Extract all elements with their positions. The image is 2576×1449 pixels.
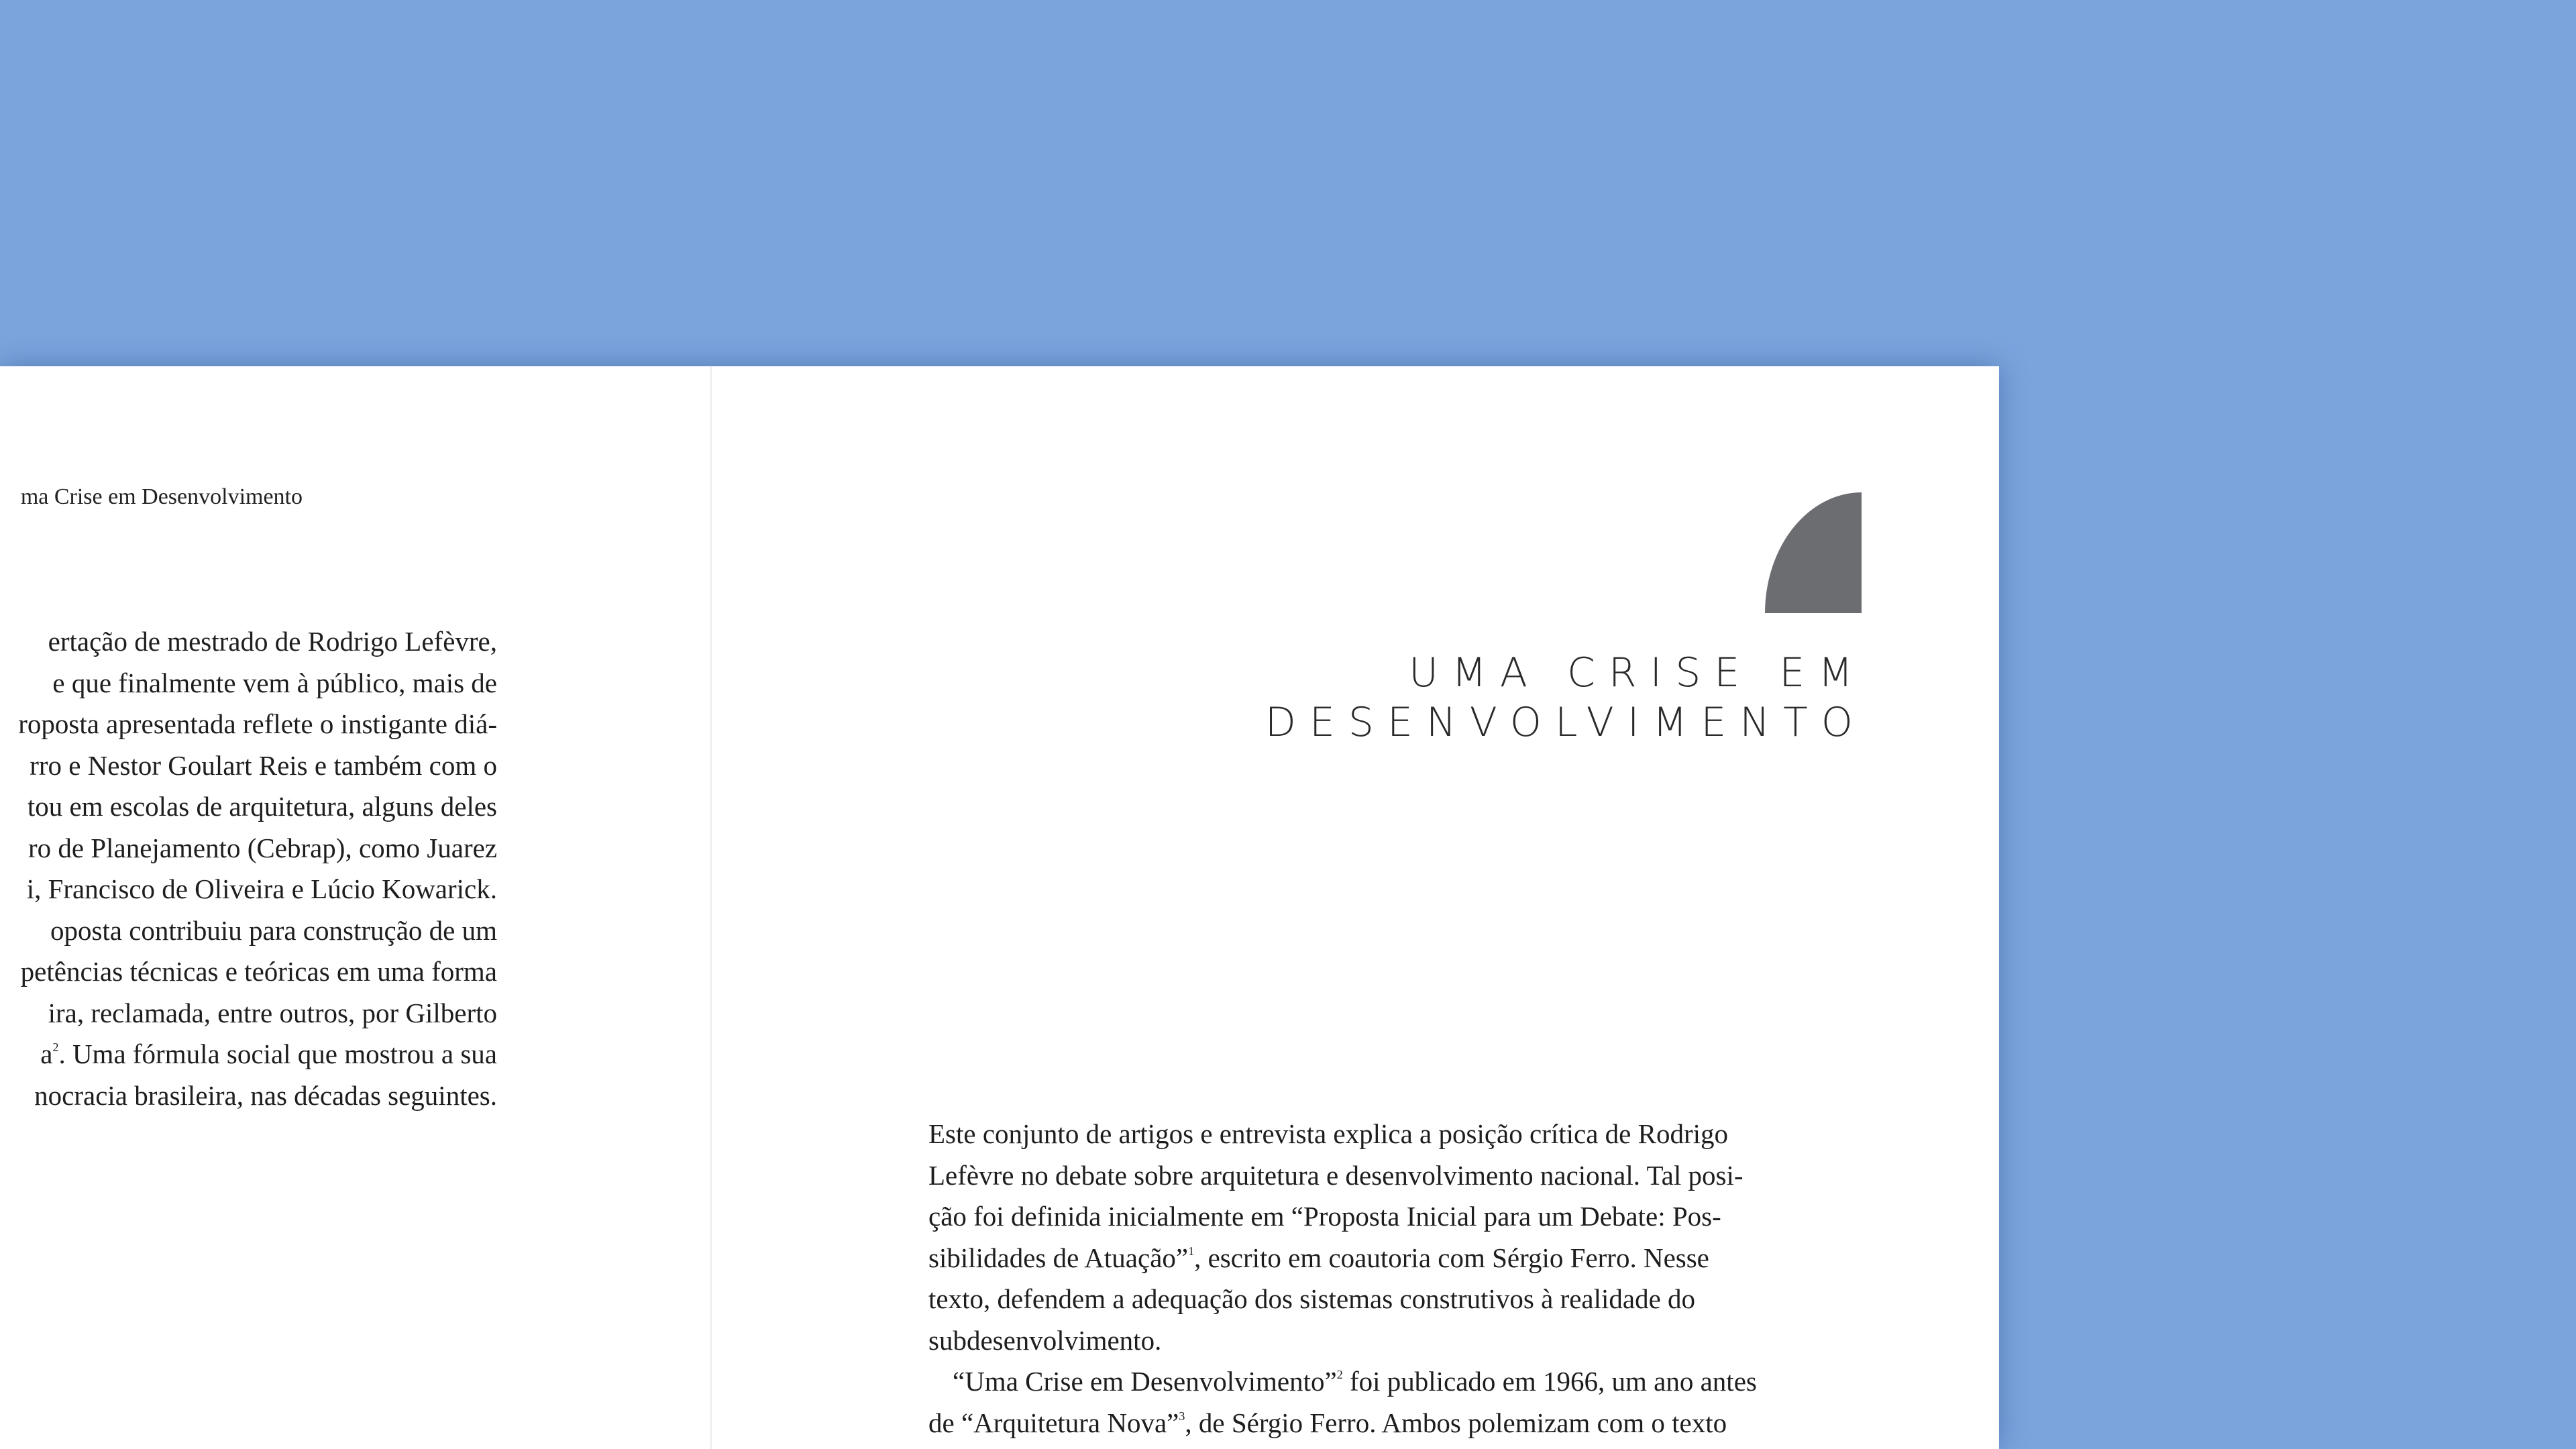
text-fragment: . Uma fórmula social que mostrou a sua xyxy=(58,1038,497,1069)
text-line: rro e Nestor Goulart Reis e também com o xyxy=(30,749,497,781)
right-page xyxy=(712,366,1999,1449)
text-line xyxy=(928,1238,1801,1279)
text-fragment: foi publicado em 1966, um ano antes xyxy=(1342,1366,1757,1397)
left-page xyxy=(0,366,710,1449)
text-fragment: a xyxy=(40,1038,53,1069)
text-fragment: , escrito em coautoria com Sérgio Ferro. Nesse xyxy=(1194,1242,1709,1273)
running-head: ma Crise em Desenvolvimento xyxy=(20,484,303,509)
text-line: ertação de mestrado de Rodrigo Lefèvre, xyxy=(48,626,497,657)
text-line: roposta apresentada reflete o instigante diá- xyxy=(18,708,497,739)
text-line: Este conjunto de artigos e entrevista explica a posição crítica de Rodrigo xyxy=(928,1118,1729,1149)
book-spread xyxy=(0,366,1999,1449)
footnote-ref: 1 xyxy=(1188,1244,1195,1258)
text-line: Lefèvre no debate sobre arquitetura e desenvolvimento nacional. Tal posi- xyxy=(928,1159,1743,1191)
chapter-title-line: UMA CRISE EM xyxy=(1409,649,1866,696)
chapter-title-line: DESENVOLVIMENTO xyxy=(1265,699,1866,746)
text-line xyxy=(928,1403,1801,1444)
footnote-ref: 3 xyxy=(1179,1409,1185,1423)
text-line: i, Francisco de Oliveira e Lúcio Kowarick. xyxy=(26,873,497,904)
footnote-ref: 2 xyxy=(52,1040,59,1054)
text-line xyxy=(928,1361,1801,1403)
chapter-title xyxy=(1265,648,1866,747)
text-line: nocracia brasileira, nas décadas seguintes. xyxy=(34,1079,497,1111)
text-line: texto, defendem a adequação dos sistemas construtivos à realidade do xyxy=(928,1283,1696,1314)
text-fragment: sibilidades de Atuação” xyxy=(928,1242,1189,1273)
text-line: ção foi definida inicialmente em “Proposta Inicial para um Debate: Pos- xyxy=(928,1201,1721,1232)
text-fragment: de “Arquitetura Nova” xyxy=(928,1407,1179,1438)
text-line xyxy=(0,1034,497,1075)
text-line: ira, reclamada, entre outros, por Gilberto xyxy=(48,997,497,1028)
text-fragment: “Uma Crise em Desenvolvimento” xyxy=(953,1366,1337,1397)
left-page-body-text xyxy=(0,621,497,1116)
footnote-ref: 2 xyxy=(1336,1368,1343,1381)
text-line: subdesenvolvimento. xyxy=(928,1324,1162,1356)
quarter-circle-ornament xyxy=(1765,492,1862,613)
text-line: tou em escolas de arquitetura, alguns deles xyxy=(27,791,497,822)
text-line: petências técnicas e teóricas em uma forma xyxy=(20,956,497,987)
text-fragment: , de Sérgio Ferro. Ambos polemizam com o texto xyxy=(1185,1407,1727,1438)
right-page-body-text xyxy=(928,1114,1801,1444)
text-line: e que finalmente vem à público, mais de xyxy=(52,667,497,698)
text-line: ro de Planejamento (Cebrap), como Juarez xyxy=(28,832,497,863)
text-line: oposta contribuiu para construção de um xyxy=(50,914,497,946)
